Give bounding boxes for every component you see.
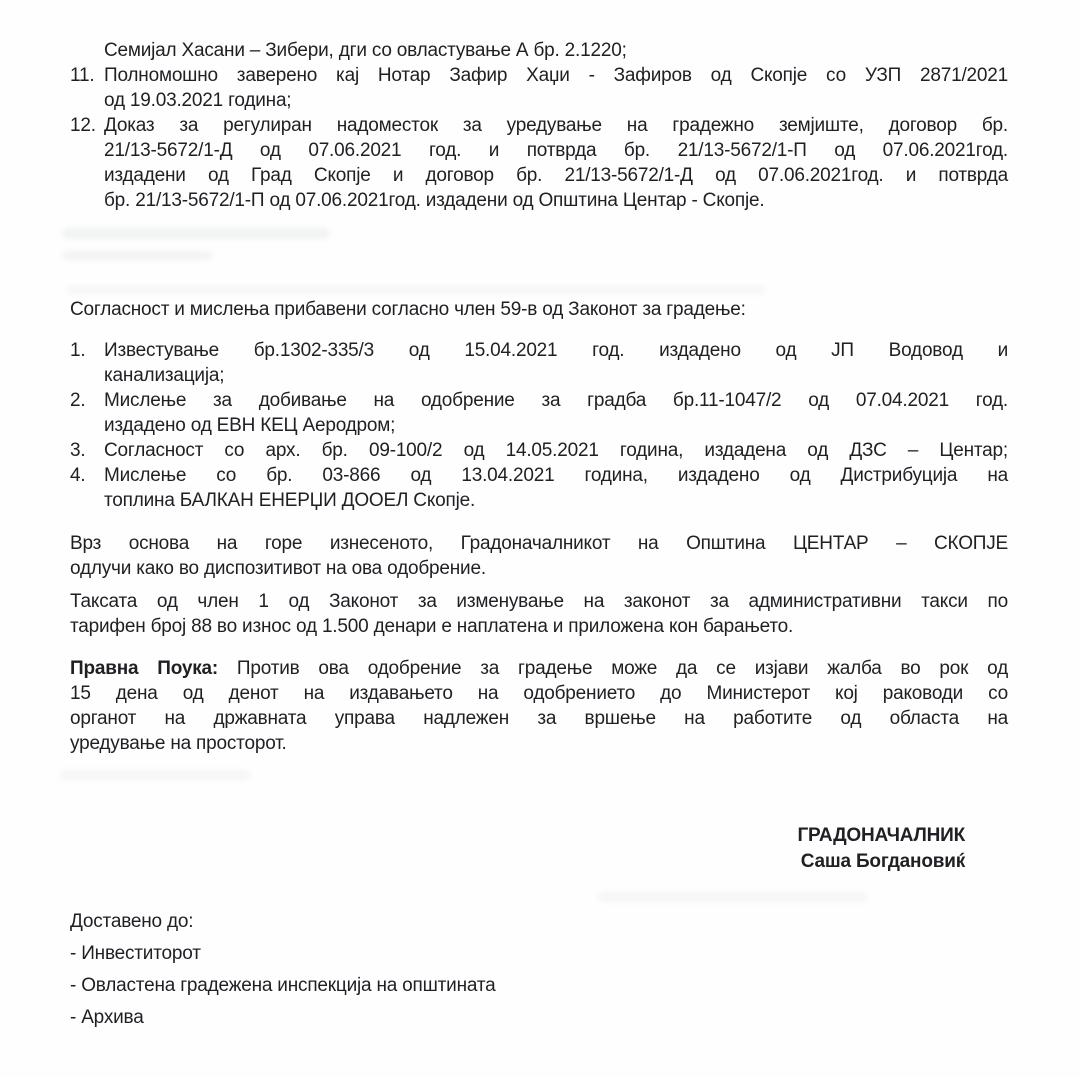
evidence-item-11 — [70, 63, 1008, 113]
list-line: бр. 21/13-5672/1-П од 07.06.2021год. издадени од Општина Центар - Скопје. — [104, 190, 765, 211]
legal-remedy-text: Против ова одобрение за градење може да се изјави жалба во рок од — [218, 658, 1009, 679]
paragraph-line: 15 дена од денот на издавањето на одобрението до Министерот кој раководи со — [70, 683, 1008, 704]
legal-remedy-label: Правна Поука: — [70, 658, 219, 679]
consents-item-2 — [70, 388, 1008, 438]
scan-artifact — [62, 251, 212, 260]
list-number: 1. — [70, 340, 86, 361]
paragraph-line: тарифен број 88 во износ од 1.500 денари е наплатена и приложена кон барањето. — [70, 616, 794, 637]
list-line: Полномошно заверено кај Нотар Зафир Хаџи - Зафиров од Скопје со УЗП 2871/2021 — [104, 65, 1008, 86]
list-number: 2. — [70, 390, 86, 411]
distribution-item: - Инвеститорот — [70, 943, 201, 964]
tax-paragraph — [70, 589, 1008, 639]
list-item-body — [104, 63, 1008, 113]
paragraph-line — [70, 656, 1008, 681]
list-number: 11. — [70, 65, 95, 86]
consents-item-3 — [70, 438, 1008, 463]
evidence-item-10-continuation: Семијал Хасани – Зибери, дги со овластување А бр. 2.1220; — [104, 40, 627, 61]
paragraph-line: одлучи како во диспозитивот на ова одобрение. — [70, 558, 486, 579]
list-line: топлина БАЛКАН ЕНЕРЏИ ДООЕЛ Скопје. — [104, 490, 476, 511]
paragraph-line: уредување на просторот. — [70, 733, 287, 754]
scan-artifact — [60, 770, 250, 780]
list-item-body — [104, 338, 1008, 388]
signature-title: ГРАДОНАЧАЛНИК — [797, 825, 965, 846]
distribution-list — [70, 906, 1008, 1034]
list-item-body — [104, 463, 1008, 513]
list-number: 4. — [70, 465, 86, 486]
list-line: Известување бр.1302-335/3 од 15.04.2021 год. издадено од ЈП Водовод и — [104, 340, 1008, 361]
distribution-item: - Овластена градежена инспекција на општината — [70, 975, 496, 996]
paragraph-line: Врз основа на горе изнесеното, Градоначалникот на Општина ЦЕНТАР – СКОПЈЕ — [70, 533, 1008, 554]
consents-heading: Согласност и мислења прибавени согласно член 59-в од Законот за градење: — [70, 299, 746, 320]
list-line: канализација; — [104, 365, 225, 386]
scan-artifact — [598, 892, 868, 902]
list-line: издадено од ЕВН КЕЦ Аеродром; — [104, 415, 396, 436]
scan-artifact — [62, 228, 330, 239]
list-item-body — [104, 113, 1008, 213]
scan-artifact — [66, 286, 766, 294]
consents-list — [70, 338, 1008, 513]
list-line: од 19.03.2021 година; — [104, 90, 292, 111]
signature-block — [70, 823, 1008, 875]
list-line: Согласност со арх. бр. 09-100/2 од 14.05.2021 година, издадена од ДЗС – Центар; — [104, 440, 1008, 461]
list-line: Доказ за регулиран надоместок за уредување на градежно земјиште, договор бр. — [104, 115, 1008, 136]
legal-remedy-paragraph — [70, 656, 1008, 756]
list-line: Мислење за добивање на одобрение за градба бр.11-1047/2 од 07.04.2021 год. — [104, 390, 1008, 411]
list-line: 21/13-5672/1-Д од 07.06.2021 год. и потврда бр. 21/13-5672/1-П од 07.06.2021год. — [104, 140, 1008, 161]
consents-item-1 — [70, 338, 1008, 388]
evidence-list — [70, 38, 1008, 213]
list-number: 12. — [70, 115, 96, 136]
list-line: издадени од Град Скопје и договор бр. 21/13-5672/1-Д од 07.06.2021год. и потврда — [104, 165, 1008, 186]
distribution-heading: Доставено до: — [70, 911, 194, 932]
list-item-body — [104, 438, 1008, 463]
paragraph-line: органот на државната управа надлежен за вршење на работите од областа на — [70, 708, 1008, 729]
list-line: Мислење со бр. 03-866 од 13.04.2021 година, издадено од Дистрибуција на — [104, 465, 1008, 486]
list-number: 3. — [70, 440, 86, 461]
paragraph-line: Таксата од член 1 од Законот за изменување на законот за административни такси по — [70, 591, 1008, 612]
list-item-body — [104, 388, 1008, 438]
evidence-item-12 — [70, 113, 1008, 213]
distribution-item: - Архива — [70, 1007, 144, 1028]
consents-item-4 — [70, 463, 1008, 513]
signature-name: Саша Богдановиќ — [800, 851, 965, 872]
decision-paragraph — [70, 531, 1008, 581]
